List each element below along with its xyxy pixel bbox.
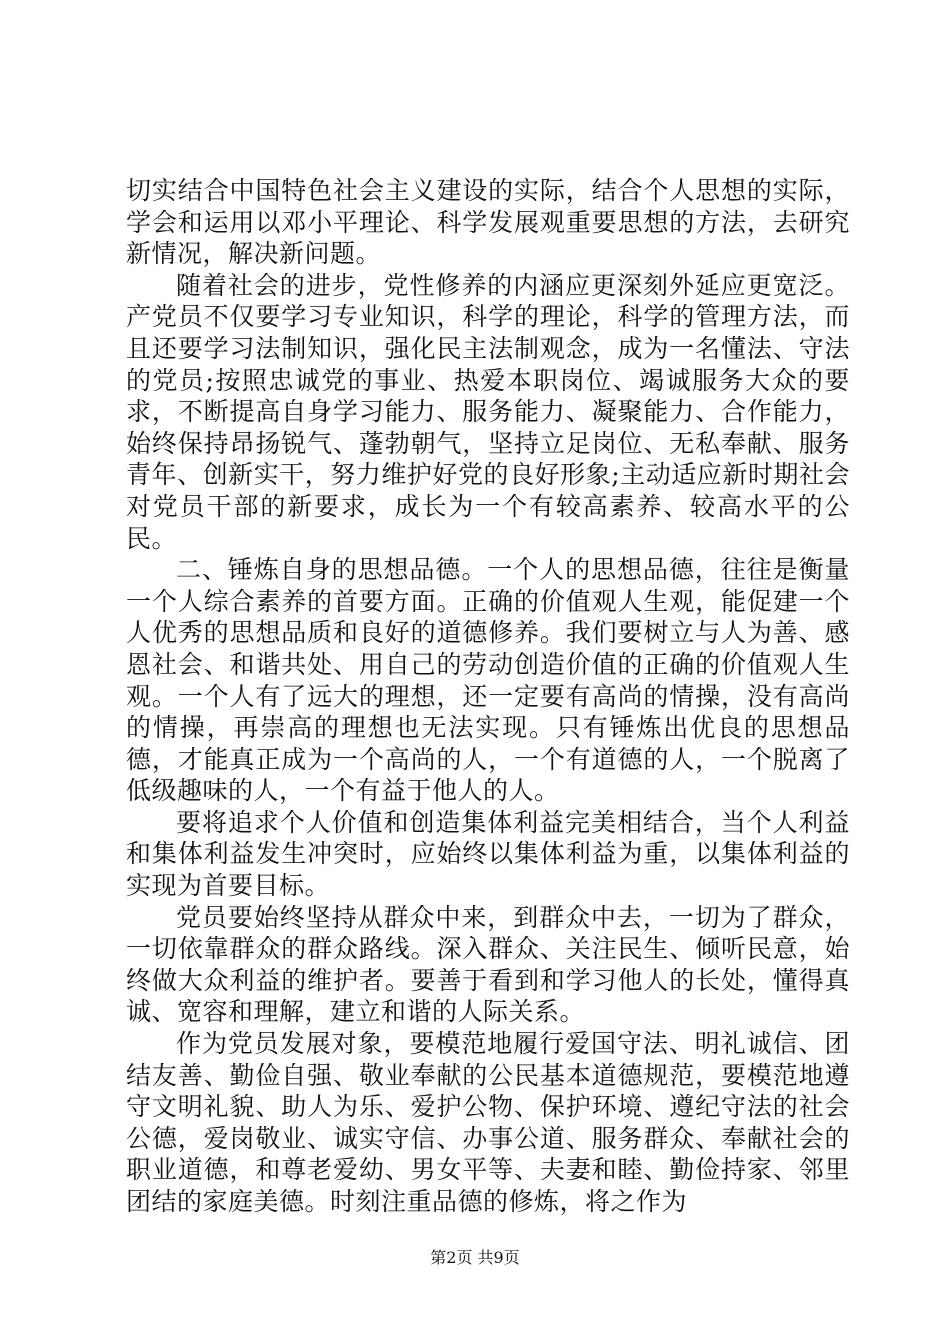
paragraph-1: 切实结合中国特色社会主义建设的实际，结合个人思想的实际，学会和运用以邓小平理论、科学发展观重要思想的方法，去研究新情况，解决新问题。 [126, 176, 850, 269]
paragraph-4: 要将追求个人价值和创造集体利益完美相结合，当个人利益和集体利益发生冲突时，应始终以集体利益为重，以集体利益的实现为首要目标。 [126, 807, 850, 901]
paragraph-2: 随着社会的进步，党性修养的内涵应更深刻外延应更宽泛。产党员不仅要学习专业知识，科学的理论，科学的管理方法，而且还要学习法制知识，强化民主法制观念，成为一名懂法、守法的党员;按照忠诚党的事业、热爱本职岗位、竭诚服务大众的要求，不断提高自身学习能力、服务能力、凝聚能力、合作能力，始终保持昂扬锐气、蓬勃朝气，坚持立足岗位、无私奉献、服务青年、创新实干，努力维护好党的良好形象;主动适应新时期社会对党员干部的新要求，成长为一个有较高素养、较高水平的公民。 [126, 270, 850, 553]
paragraph-6: 作为党员发展对象，要模范地履行爱国守法、明礼诚信、团结友善、勤俭自强、敬业奉献的公民基本道德规范，要模范地遵守文明礼貌、助人为乐、爱护公物、保护环境、遵纪守法的社会公德，爱岗敬业、诚实守信、办事公道、服务群众、奉献社会的职业道德，和尊老爱幼、男女平等、夫妻和睦、勤俭持家、邻里团结的家庭美德。时刻注重品德的修炼，将之作为 [126, 1029, 850, 1216]
document-body [126, 175, 850, 1218]
paragraph-5: 党员要始终坚持从群众中来，到群众中去，一切为了群众，一切依靠群众的群众路线。深入群众、关注民生、倾听民意，始终做大众利益的维护者。要善于看到和学习他人的长处，懂得真诚、宽容和理解，建立和谐的人际关系。 [126, 902, 850, 1027]
page-number-footer: 第2页 共9页 [430, 1248, 520, 1267]
paragraph-3: 二、锤炼自身的思想品德。一个人的思想品德，往往是衡量一个人综合素养的首要方面。正确的价值观人生观，能促建一个人优秀的思想品质和良好的道德修养。我们要树立与人为善、感恩社会、和谐共处、用自己的劳动创造价值的正确的价值观人生观。一个人有了远大的理想，还一定要有高尚的情操，没有高尚的情操，再崇高的理想也无法实现。只有锤炼出优良的思想品德，才能真正成为一个高尚的人，一个有道德的人，一个脱离了低级趣味的人，一个有益于他人的人。 [126, 555, 850, 806]
